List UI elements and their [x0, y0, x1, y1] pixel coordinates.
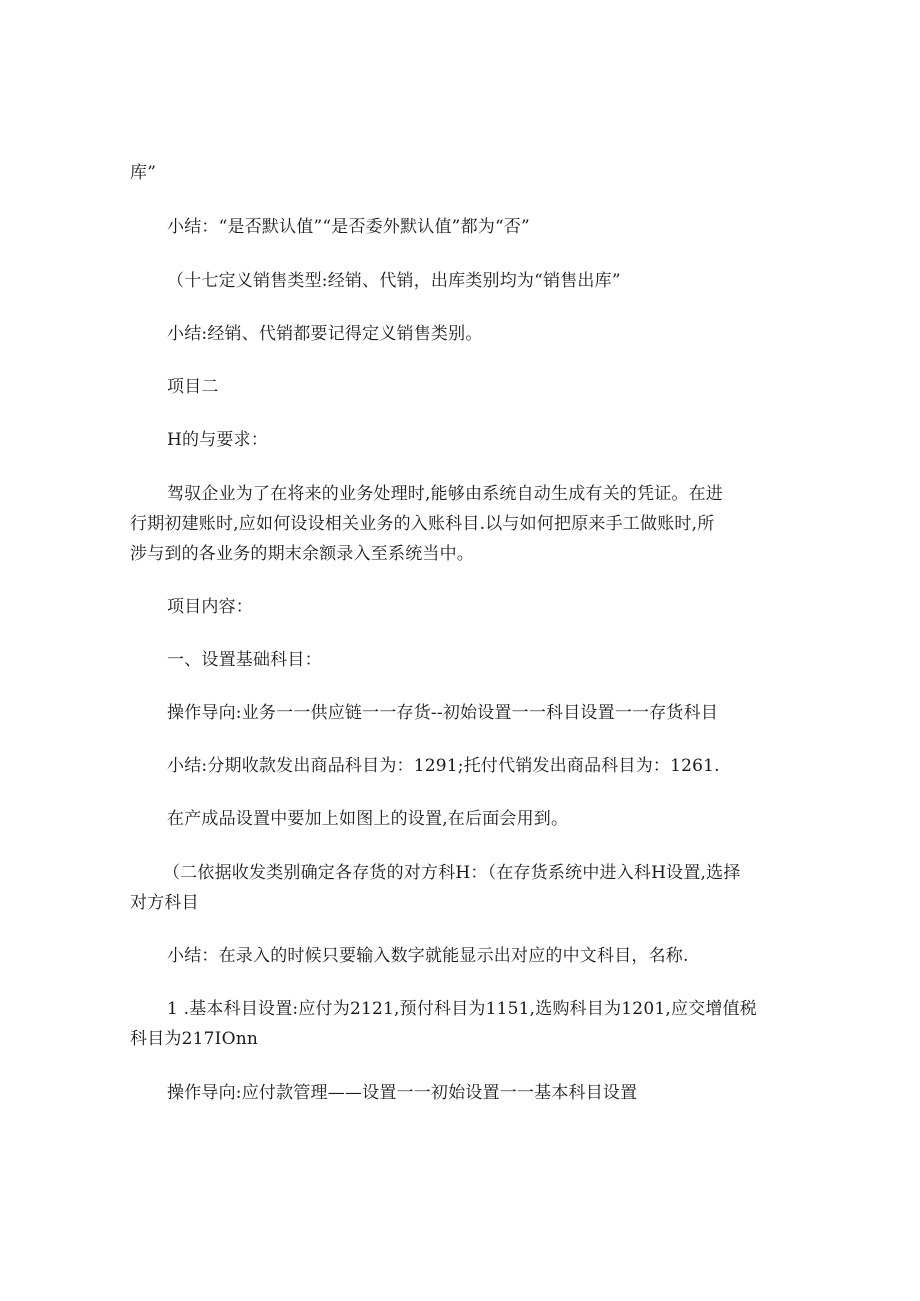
section-counter-accounts-line-2: 对方科目	[130, 893, 199, 913]
heading-purpose-requirements: H的与要求：	[167, 430, 269, 450]
operation-guide-inventory-accounts: 操作导向:业务一一供应链一一存货--初始设置一一科目设置一一存货科目	[167, 703, 719, 723]
item-basic-account-settings-line-2: 科目为217IOnn	[130, 1029, 258, 1049]
summary-sales-category: 小结:经销、代销都要记得定义销售类别。	[167, 324, 483, 344]
paragraph-continuation: 库”	[130, 163, 157, 183]
heading-project-two: 项目二	[167, 377, 219, 397]
item-basic-account-settings-line-1: 1 .基本科目设置:应付为2121,预付科目为1151,选购科目为1201,应交增值税	[167, 999, 757, 1019]
paragraph-purpose-line-3: 涉与到的各业务的期末余额录入至系统当中。	[130, 544, 474, 564]
heading-set-basic-accounts: 一、设置基础科目：	[167, 650, 322, 670]
note-finished-goods-setting: 在产成品设置中要加上如图上的设置,在后面会用到。	[167, 809, 569, 829]
paragraph-purpose-line-1: 驾驭企业为了在将来的业务处理时,能够由系统自动生成有关的凭证。在进	[167, 484, 724, 504]
summary-default-values: 小结：“是否默认值”“是否委外默认值”都为“否”	[167, 217, 530, 237]
heading-project-content: 项目内容：	[167, 597, 253, 617]
operation-guide-payables: 操作导向:应付款管理——设置一一初始设置一一基本科目设置	[167, 1083, 638, 1103]
paragraph-purpose-line-2: 行期初建账时,应如何设设相关业务的入账科目.以与如何把原来手工做账时,所	[130, 514, 715, 534]
section-sales-type: （十七定义销售类型:经销、代销，出库类别均为“销售出库”	[167, 271, 621, 291]
section-counter-accounts-line-1: （二依据收发类别确定各存货的对方科H：（在存货系统中进入科H设置,选择	[163, 863, 741, 883]
summary-input-numbers: 小结：在录入的时候只要输入数字就能显示出对应的中文科目，名称.	[167, 946, 689, 966]
summary-installment-accounts: 小结:分期收款发出商品科目为：1291;托付代销发出商品科目为：1261.	[167, 756, 720, 776]
